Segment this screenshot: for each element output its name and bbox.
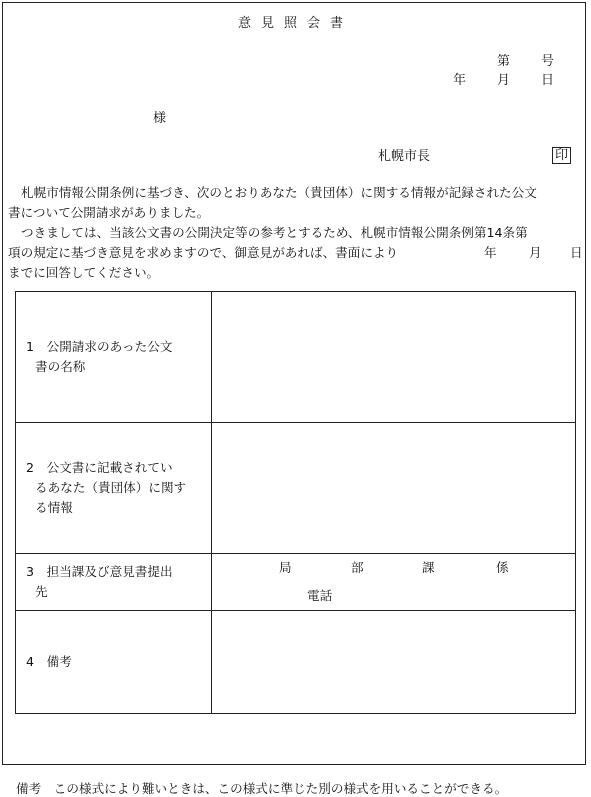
contact-field[interactable] <box>212 554 576 611</box>
label-line: 先 <box>35 584 48 599</box>
kyoku-label: 局 <box>279 560 292 575</box>
bu-label: 部 <box>351 560 364 575</box>
seal-mark <box>552 147 571 164</box>
body-line: つきましては、当該公文書の公開決定等の参考とするため、札幌市情報公開条例第14条第 <box>21 225 528 240</box>
body-line: までに回答してください。 <box>8 265 160 280</box>
label-line: るあなた（貴団体）に関す <box>35 480 187 495</box>
row-label <box>16 554 212 611</box>
deadline-day: 日 <box>570 245 583 260</box>
label-line: 書の名称 <box>35 359 86 374</box>
body-line-text: 項の規定に基づき意見を求めますので、御意見があれば、書面により <box>8 245 399 260</box>
recorded-info-field[interactable] <box>212 423 576 554</box>
addressee-sama: 様 <box>153 111 167 126</box>
label-line: 1 公開請求のあった公文 <box>26 339 173 354</box>
row-label <box>16 292 212 423</box>
document-name-field[interactable] <box>212 292 576 423</box>
sender-name: 札幌市長 <box>378 149 431 164</box>
number-dai: 第 <box>497 54 511 69</box>
remarks-field[interactable] <box>212 611 576 714</box>
ka-label: 課 <box>422 560 435 575</box>
row-label <box>16 611 212 714</box>
label-line: 2 公文書に記載されてい <box>26 460 173 475</box>
number-go: 号 <box>541 54 555 69</box>
table-row <box>16 423 576 554</box>
body-text <box>8 183 586 283</box>
date-year: 年 <box>453 73 467 88</box>
footnote: 備考 この様式により難いときは、この様式に準じた別の様式を用いることができる。 <box>16 781 508 796</box>
body-line: 札幌市情報公開条例に基づき、次のとおりあなた（貴団体）に関する情報が記録された公文 <box>21 185 537 200</box>
body-line <box>8 243 586 263</box>
document-title: 意見照会書 <box>237 16 353 31</box>
seal-text: 印 <box>552 147 571 164</box>
date-day: 日 <box>541 73 555 88</box>
table-row <box>16 554 576 611</box>
table-row <box>16 292 576 423</box>
deadline-month: 月 <box>529 245 542 260</box>
label-line: 4 備考 <box>26 654 72 669</box>
label-line: る情報 <box>35 500 73 515</box>
phone-label: 電話 <box>307 588 333 603</box>
body-line: 書について公開請求がありました。 <box>8 205 210 220</box>
deadline-year: 年 <box>484 245 497 260</box>
date-month: 月 <box>497 73 511 88</box>
kakari-label: 係 <box>496 560 509 575</box>
inquiry-table <box>15 291 576 714</box>
label-line: 3 担当課及び意見書提出 <box>26 564 173 579</box>
row-label <box>16 423 212 554</box>
table-row <box>16 611 576 714</box>
